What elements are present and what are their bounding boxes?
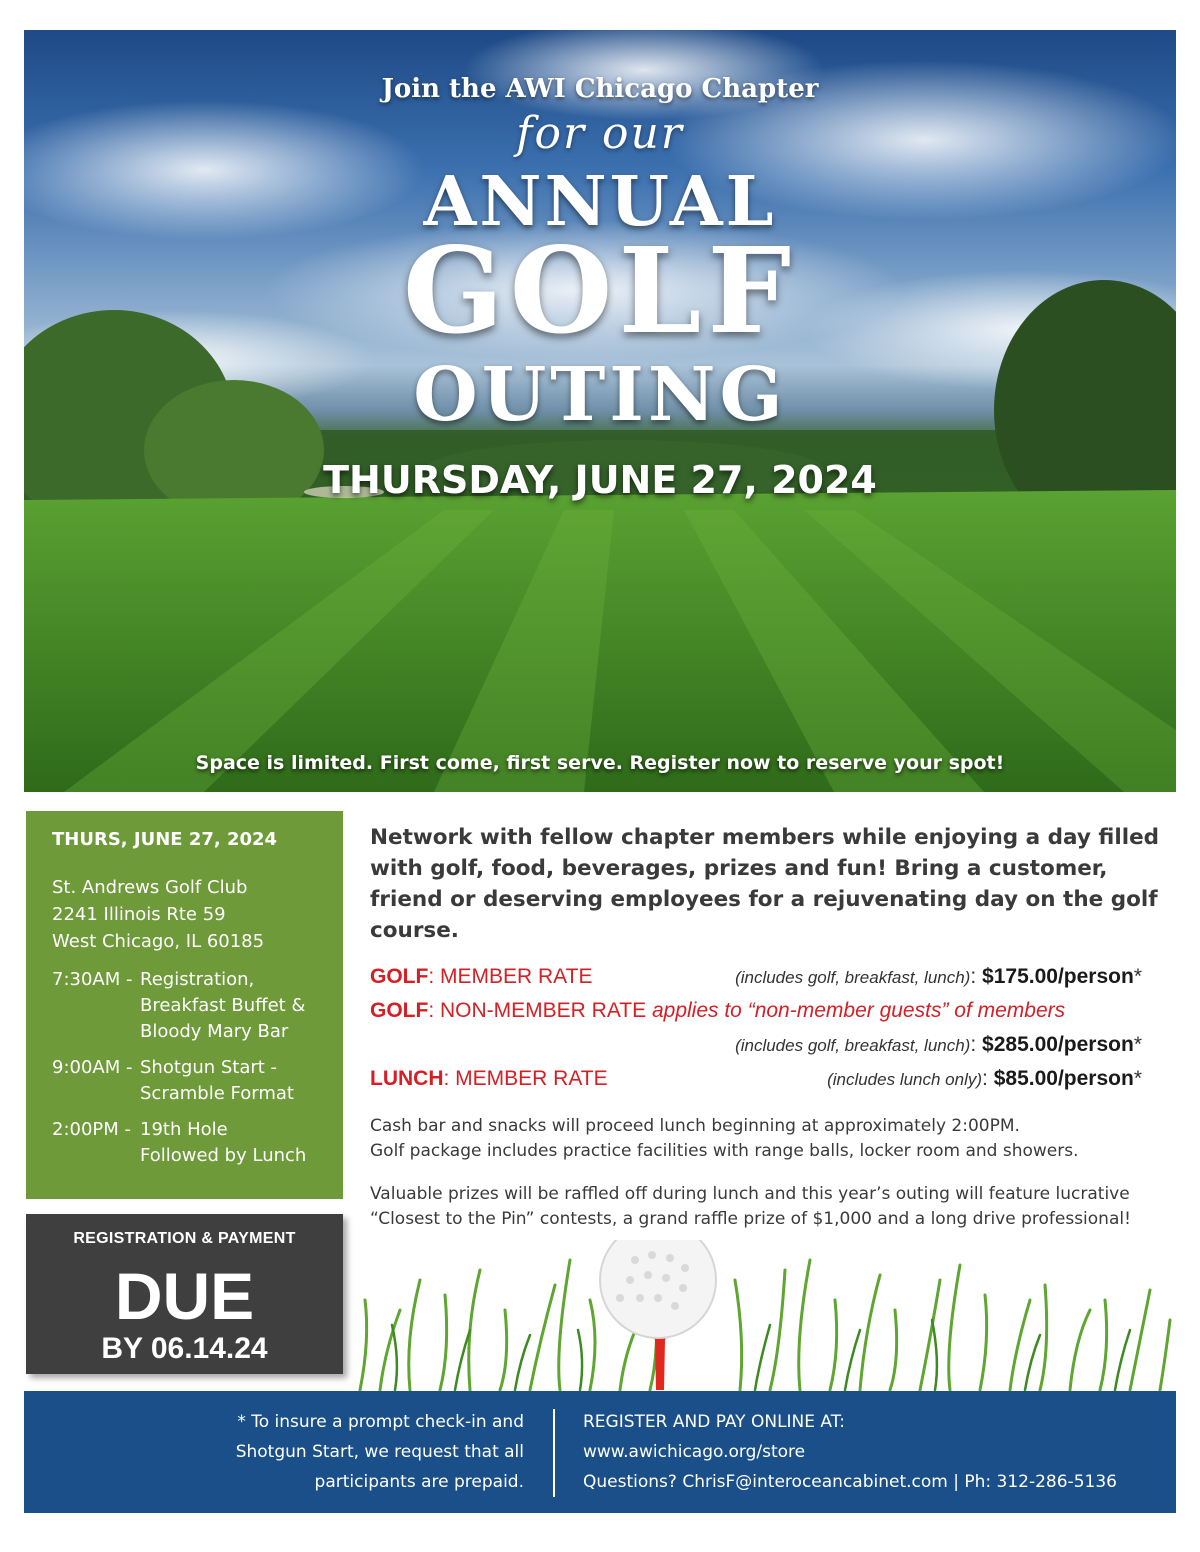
due-date: BY 06.14.24 [101, 1332, 268, 1365]
cash-bar-paragraph [370, 1114, 1170, 1164]
hero-for-our-text: for our [516, 108, 684, 159]
asterisk: * [1133, 965, 1142, 988]
rate-name: : MEMBER RATE [428, 965, 593, 988]
schedule-desc: Followed by Lunch [140, 1145, 307, 1166]
rate-row [370, 1062, 1170, 1096]
rate-row [370, 994, 1170, 1028]
event-info-box [26, 811, 343, 1199]
schedule-time: 2:00PM - [52, 1119, 132, 1140]
schedule-time: 7:30AM - [52, 969, 133, 990]
schedule-item [52, 1055, 343, 1107]
register-heading: REGISTER AND PAY ONLINE AT: [583, 1412, 845, 1432]
registration-due-box [26, 1214, 343, 1374]
prepaid-note [104, 1407, 524, 1497]
schedule-desc: 19th Hole [140, 1119, 228, 1140]
prepaid-line: Shotgun Start, we request that all [235, 1442, 524, 1462]
rate-includes: (includes lunch only) [827, 1070, 983, 1089]
asterisk: * [1133, 1067, 1142, 1090]
rate-kind: GOLF [370, 999, 429, 1022]
address-line: 2241 Illinois Rte 59 [52, 904, 226, 925]
intro-text: Network with fellow chapter members while enjoying a day filled with golf, food, beverages, prizes and fun! Bring a customer, friend or deserving employees for a rejuvenating day on the golf course. [370, 825, 1160, 943]
address-line: St. Andrews Golf Club [52, 877, 248, 898]
event-details [370, 822, 1170, 1232]
hero-date: THURSDAY, JUNE 27, 2024 [323, 458, 877, 502]
schedule-desc: Bloody Mary Bar [140, 1021, 289, 1042]
venue-address [52, 874, 343, 955]
colon: : [982, 1067, 988, 1090]
asterisk: * [1133, 1033, 1142, 1056]
hero-golf-text: GOLF [402, 221, 798, 360]
rate-name: : MEMBER RATE [443, 1067, 608, 1090]
prepaid-line: * To insure a prompt check-in and [237, 1412, 524, 1432]
schedule-time: 9:00AM - [52, 1057, 133, 1078]
schedule-desc: Registration, [140, 969, 255, 990]
hero-annual-text: ANNUAL [423, 162, 777, 242]
rate-row [370, 960, 1170, 994]
rate-price: $285.00/person [982, 1033, 1134, 1056]
rate-price: $85.00/person [993, 1067, 1134, 1090]
address-line: West Chicago, IL 60185 [52, 931, 265, 952]
hero-space-limited: Space is limited. First come, first serve. Register now to reserve your spot! [195, 752, 1005, 774]
register-url-link[interactable]: www.awichicago.org/store [583, 1442, 806, 1462]
prepaid-line: participants are prepaid. [314, 1472, 524, 1492]
colon: : [970, 1033, 977, 1056]
schedule-desc: Shotgun Start - [140, 1057, 278, 1078]
register-info [583, 1407, 1117, 1497]
rate-kind: LUNCH [370, 1067, 444, 1090]
due-big-text: DUE [114, 1259, 255, 1333]
contact-info[interactable]: Questions? ChrisF@interoceancabinet.com | Ph: 312-286-5136 [583, 1472, 1117, 1492]
rate-row-continued [370, 1028, 1170, 1062]
hero-join-text: Join the AWI Chicago Chapter [381, 74, 819, 104]
schedule-desc: Breakfast Buffet & [140, 995, 306, 1016]
prizes-paragraph: Valuable prizes will be raffled off during lunch and this year’s outing will feature lucrative “Closest to the Pin” contests, a grand raffle prize of $1,000 and a long drive professional! [370, 1184, 1131, 1229]
schedule-item [52, 1117, 343, 1169]
rate-kind: GOLF [370, 965, 429, 988]
rate-price: $175.00/person [982, 965, 1134, 988]
schedule-desc: Scramble Format [140, 1083, 294, 1104]
rate-note: applies to “non-member guests” of members [651, 999, 1066, 1022]
hero-outing-text: OUTING [413, 352, 787, 438]
rate-includes: (includes golf, breakfast, lunch) [735, 968, 971, 987]
grass-golf-ball-image [340, 1240, 1176, 1392]
rate-name: : NON-MEMBER RATE [428, 999, 647, 1022]
info-date: THURS, JUNE 27, 2024 [52, 829, 278, 850]
rate-includes: (includes golf, breakfast, lunch) [735, 1036, 971, 1055]
footer-bar [24, 1391, 1176, 1513]
hero-banner [24, 30, 1176, 792]
para-line: Cash bar and snacks will proceed lunch beginning at approximately 2:00PM. [370, 1116, 1020, 1136]
due-heading: REGISTRATION & PAYMENT [73, 1230, 296, 1247]
footer-divider [553, 1409, 555, 1497]
para-line: Golf package includes practice facilities with range balls, locker room and showers. [370, 1141, 1079, 1161]
colon: : [970, 965, 977, 988]
schedule-item [52, 967, 343, 1045]
